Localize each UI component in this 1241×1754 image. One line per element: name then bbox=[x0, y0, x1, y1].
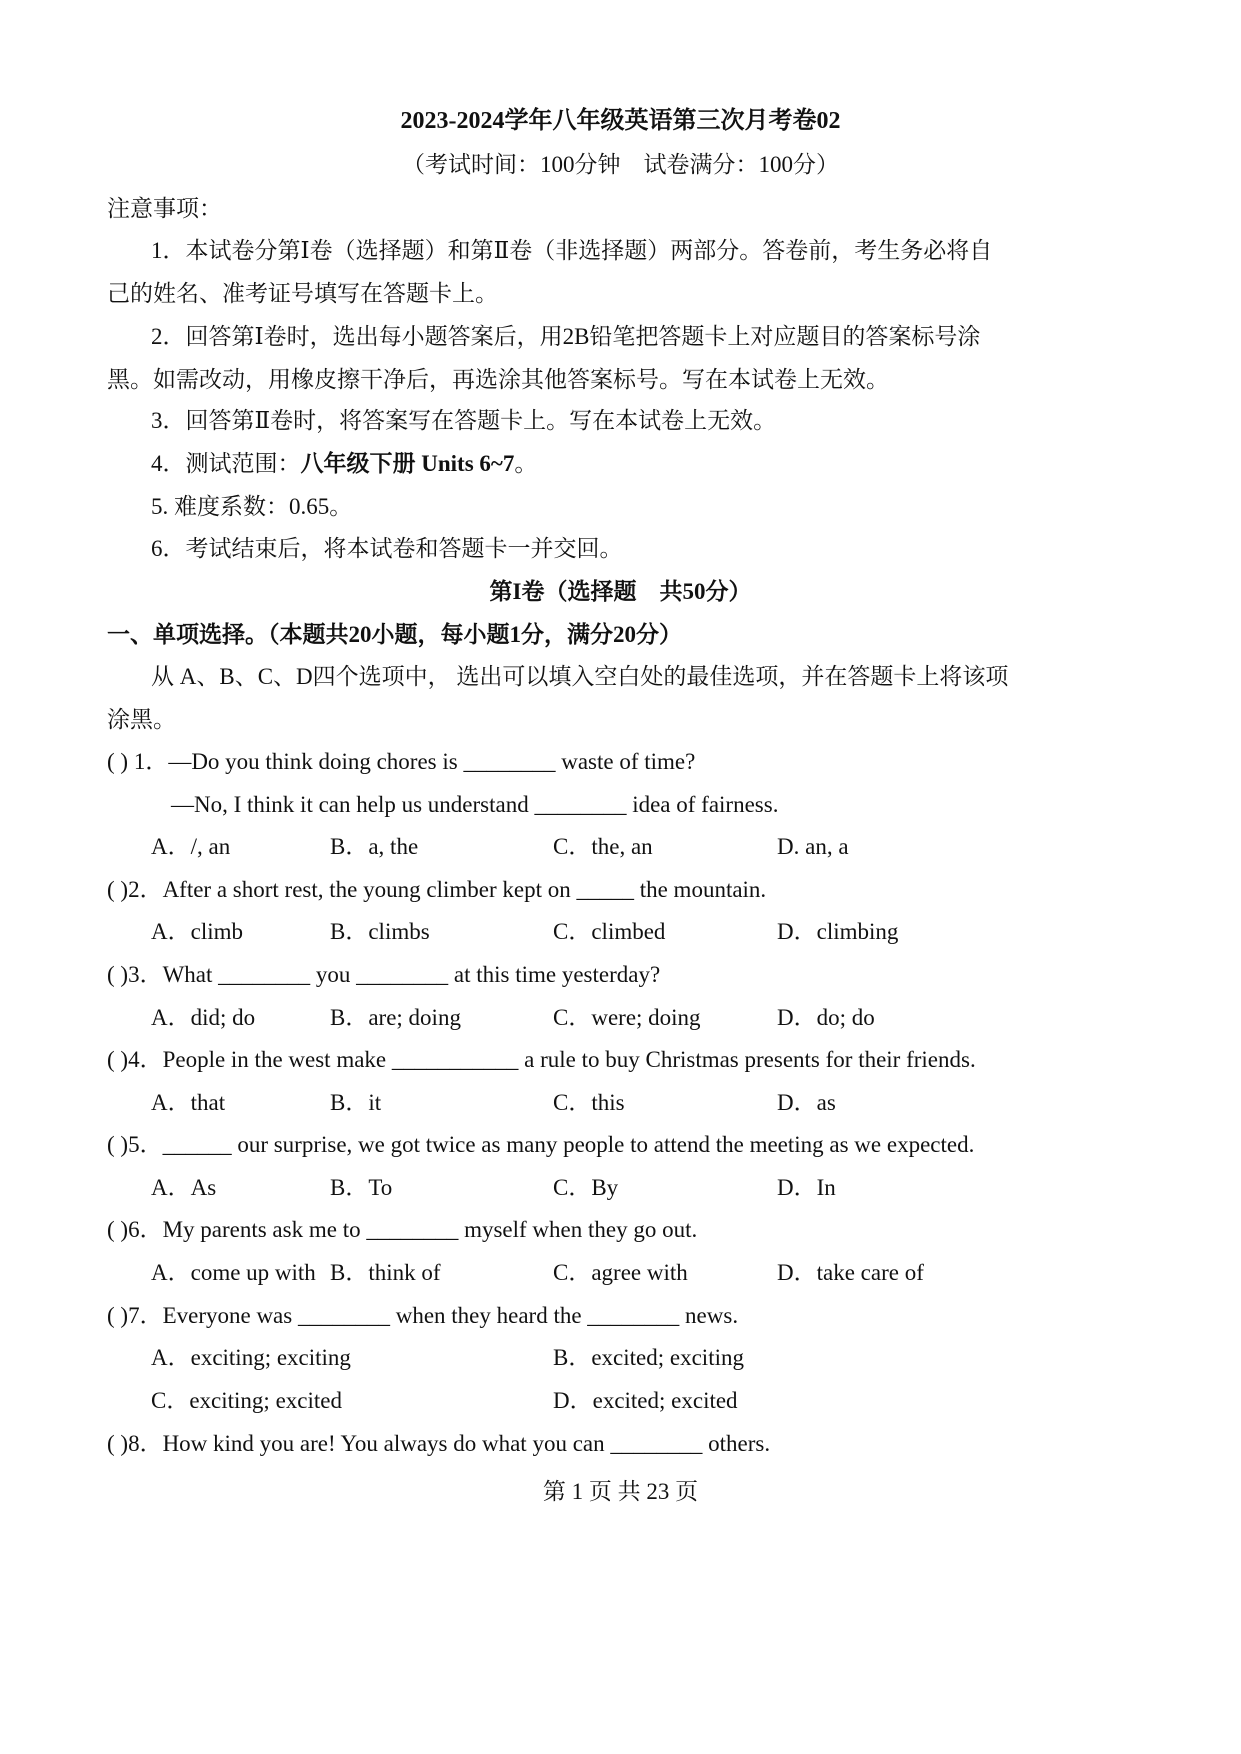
notice-item-2-cont: 黑。如需改动，用橡皮擦干净后，再选涂其他答案标号。写在本试卷上无效。 bbox=[107, 367, 889, 392]
q3-option-a: A．did; do bbox=[151, 1005, 256, 1030]
notice-item-3: 3．回答第Ⅱ卷时，将答案写在答题卡上。写在本试卷上无效。 bbox=[151, 408, 777, 433]
q7-option-d: D．excited; excited bbox=[553, 1388, 738, 1413]
q6-option-c: C．agree with bbox=[553, 1260, 688, 1285]
q5-option-c: C．By bbox=[553, 1175, 619, 1200]
notice-item-2: 2．回答第Ⅰ卷时，选出每小题答案后，用2B铅笔把答题卡上对应题目的答案标号涂 bbox=[151, 324, 981, 349]
q3-option-b: B．are; doing bbox=[330, 1005, 461, 1030]
question-4: ( )4．People in the west make ___________ a rule to buy Christmas presents for their friends. bbox=[107, 1047, 976, 1072]
notice-item-1: 1．本试卷分第Ⅰ卷（选择题）和第Ⅱ卷（非选择题）两部分。答卷前，考生务必将自 bbox=[151, 238, 993, 263]
q4-option-b: B．it bbox=[330, 1090, 382, 1115]
part1-title: 一、单项选择。（本题共20小题，每小题1分，满分20分） bbox=[107, 622, 682, 647]
q3-option-d: D．do; do bbox=[777, 1005, 875, 1030]
q1-option-a: A．/, an bbox=[151, 834, 231, 859]
section1-title: 第I卷（选择题 共50分） bbox=[489, 579, 752, 604]
question-6: ( )6．My parents ask me to ________ myself when they go out. bbox=[107, 1217, 698, 1242]
q6-option-d: D．take care of bbox=[777, 1260, 924, 1285]
q7-option-b: B．excited; exciting bbox=[553, 1345, 744, 1370]
q2-option-c: C．climbed bbox=[553, 919, 666, 944]
question-7: ( )7．Everyone was ________ when they heard the ________ news. bbox=[107, 1303, 739, 1328]
question-3: ( )3．What ________ you ________ at this time yesterday? bbox=[107, 962, 661, 987]
q5-option-d: D．In bbox=[777, 1175, 836, 1200]
notice-item-5: 5. 难度系数：0.65。 bbox=[151, 494, 353, 519]
q4-option-a: A．that bbox=[151, 1090, 226, 1115]
q7-option-c: C．exciting; excited bbox=[151, 1388, 342, 1413]
q4-option-d: D．as bbox=[777, 1090, 836, 1115]
notice-label: 注意事项： bbox=[107, 196, 222, 221]
q7-option-a: A．exciting; exciting bbox=[151, 1345, 351, 1370]
notice-item-4-suffix: 。 bbox=[514, 451, 538, 476]
notice-item-4-scope: 八年级下册 Units 6~7 bbox=[300, 451, 515, 476]
q6-option-a: A．come up with bbox=[151, 1260, 316, 1285]
q4-option-c: C．this bbox=[553, 1090, 625, 1115]
q2-option-b: B．climbs bbox=[330, 919, 430, 944]
notice-item-4-prefix: 4．测试范围： bbox=[151, 451, 301, 476]
q3-option-c: C．were; doing bbox=[553, 1005, 701, 1030]
question-5: ( )5．______ our surprise, we got twice as many people to attend the meeting as we expected. bbox=[107, 1132, 975, 1157]
q1-option-d: D. an, a bbox=[777, 834, 849, 859]
exam-subtitle: （考试时间：100分钟 试卷满分：100分） bbox=[402, 152, 839, 177]
question-1: ( ) 1．—Do you think doing chores is ________ waste of time? bbox=[107, 749, 696, 774]
notice-item-6: 6．考试结束后，将本试卷和答题卡一并交回。 bbox=[151, 536, 623, 561]
question-8: ( )8．How kind you are! You always do what you can ________ others. bbox=[107, 1431, 771, 1456]
q5-option-a: A．As bbox=[151, 1175, 217, 1200]
part1-instruction: 从 A、B、C、D四个选项中， 选出可以填入空白处的最佳选项，并在答题卡上将该项 bbox=[151, 664, 1009, 689]
page-footer: 第 1 页 共 23 页 bbox=[542, 1479, 699, 1504]
q1-option-b: B．a, the bbox=[330, 834, 419, 859]
question-1-response: —No, I think it can help us understand ________ idea of fairness. bbox=[171, 792, 779, 817]
notice-item-4 bbox=[151, 450, 537, 478]
q5-option-b: B．To bbox=[330, 1175, 393, 1200]
exam-title: 2023-2024学年八年级英语第三次月考卷02 bbox=[400, 108, 841, 134]
part1-instruction-cont: 涂黑。 bbox=[107, 707, 176, 732]
notice-item-1-cont: 己的姓名、准考证号填写在答题卡上。 bbox=[107, 281, 498, 306]
q2-option-d: D．climbing bbox=[777, 919, 899, 944]
question-2: ( )2．After a short rest, the young climber kept on _____ the mountain. bbox=[107, 877, 767, 902]
q2-option-a: A．climb bbox=[151, 919, 243, 944]
q6-option-b: B．think of bbox=[330, 1260, 441, 1285]
q1-option-c: C．the, an bbox=[553, 834, 653, 859]
